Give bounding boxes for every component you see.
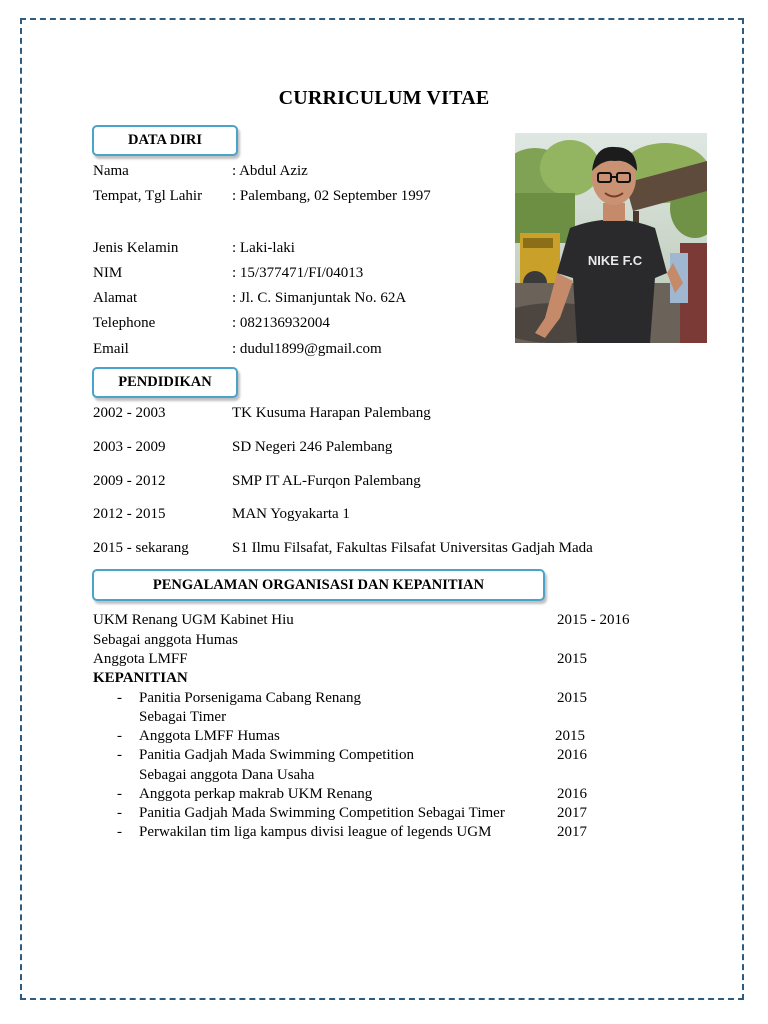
personal-value-birth: : Palembang, 02 September 1997	[232, 188, 431, 204]
org-name: Anggota LMFF	[93, 651, 188, 667]
org-year: 2015	[557, 651, 587, 667]
committee-year: 2016	[557, 786, 587, 802]
education-school: SD Negeri 246 Palembang	[232, 439, 393, 455]
education-school: TK Kusuma Harapan Palembang	[232, 405, 431, 421]
org-role: Sebagai anggota Humas	[93, 632, 238, 648]
bullet: -	[117, 728, 122, 744]
shirt-print: NIKE F.C	[587, 253, 643, 268]
personal-label-address: Alamat	[93, 290, 138, 306]
personal-label-gender: Jenis Kelamin	[93, 240, 179, 256]
personal-label-email: Email	[93, 341, 129, 357]
education-years: 2002 - 2003	[93, 405, 166, 421]
education-years: 2015 - sekarang	[93, 540, 189, 556]
education-years: 2012 - 2015	[93, 506, 166, 522]
personal-label-nama: Nama	[93, 163, 129, 179]
education-school: S1 Ilmu Filsafat, Fakultas Filsafat Universitas Gadjah Mada	[232, 540, 593, 556]
education-years: 2003 - 2009	[93, 439, 166, 455]
committee-year: 2015	[555, 728, 585, 744]
committee-year: 2015	[557, 690, 587, 706]
committee-item: Panitia Gadjah Mada Swimming Competition	[139, 747, 414, 763]
profile-photo	[515, 133, 707, 343]
committee-item: Panitia Gadjah Mada Swimming Competition Sebagai Timer	[139, 805, 505, 821]
org-name: UKM Renang UGM Kabinet Hiu	[93, 612, 294, 628]
committee-year: 2017	[557, 805, 587, 821]
committee-heading: KEPANITIAN	[93, 670, 188, 686]
bullet: -	[117, 824, 122, 840]
committee-item: Anggota LMFF Humas	[139, 728, 280, 744]
bullet: -	[117, 786, 122, 802]
section-label: PENGALAMAN ORGANISASI DAN KEPANITIAN	[152, 577, 485, 593]
committee-item: Panitia Porsenigama Cabang Renang	[139, 690, 362, 706]
education-school: MAN Yogyakarta 1	[232, 506, 350, 522]
section-pengalaman	[92, 569, 545, 601]
education-school: SMP IT AL-Furqon Palembang	[232, 473, 421, 489]
bullet: -	[117, 747, 122, 763]
personal-value-address: : Jl. C. Simanjuntak No. 62A	[232, 290, 407, 306]
committee-year: 2017	[557, 824, 587, 840]
document-title: CURRICULUM VITAE	[278, 87, 490, 109]
committee-year: 2016	[557, 747, 587, 763]
committee-item: Perwakilan tim liga kampus divisi league of legends UGM	[139, 824, 492, 840]
education-years: 2009 - 2012	[93, 473, 166, 489]
personal-value-phone: : 082136932004	[232, 315, 330, 331]
section-label: DATA DIRI	[128, 132, 202, 148]
personal-label-birth: Tempat, Tgl Lahir	[93, 188, 203, 204]
committee-role: Sebagai anggota Dana Usaha	[139, 767, 315, 783]
org-year: 2015 - 2016	[557, 612, 630, 628]
personal-label-nim: NIM	[93, 265, 123, 281]
committee-role: Sebagai Timer	[139, 709, 227, 725]
section-data-diri	[92, 125, 238, 156]
personal-label-phone: Telephone	[93, 315, 156, 331]
committee-item: Anggota perkap makrab UKM Renang	[139, 786, 373, 802]
personal-value-email: : dudul1899@gmail.com	[232, 341, 382, 357]
bullet: -	[117, 805, 122, 821]
section-pendidikan	[92, 367, 238, 398]
personal-value-nim: : 15/377471/FI/04013	[232, 265, 364, 281]
bullet: -	[117, 690, 122, 706]
personal-value-gender: : Laki-laki	[232, 240, 295, 256]
section-label: PENDIDIKAN	[118, 374, 212, 390]
personal-value-nama: : Abdul Aziz	[232, 163, 308, 179]
